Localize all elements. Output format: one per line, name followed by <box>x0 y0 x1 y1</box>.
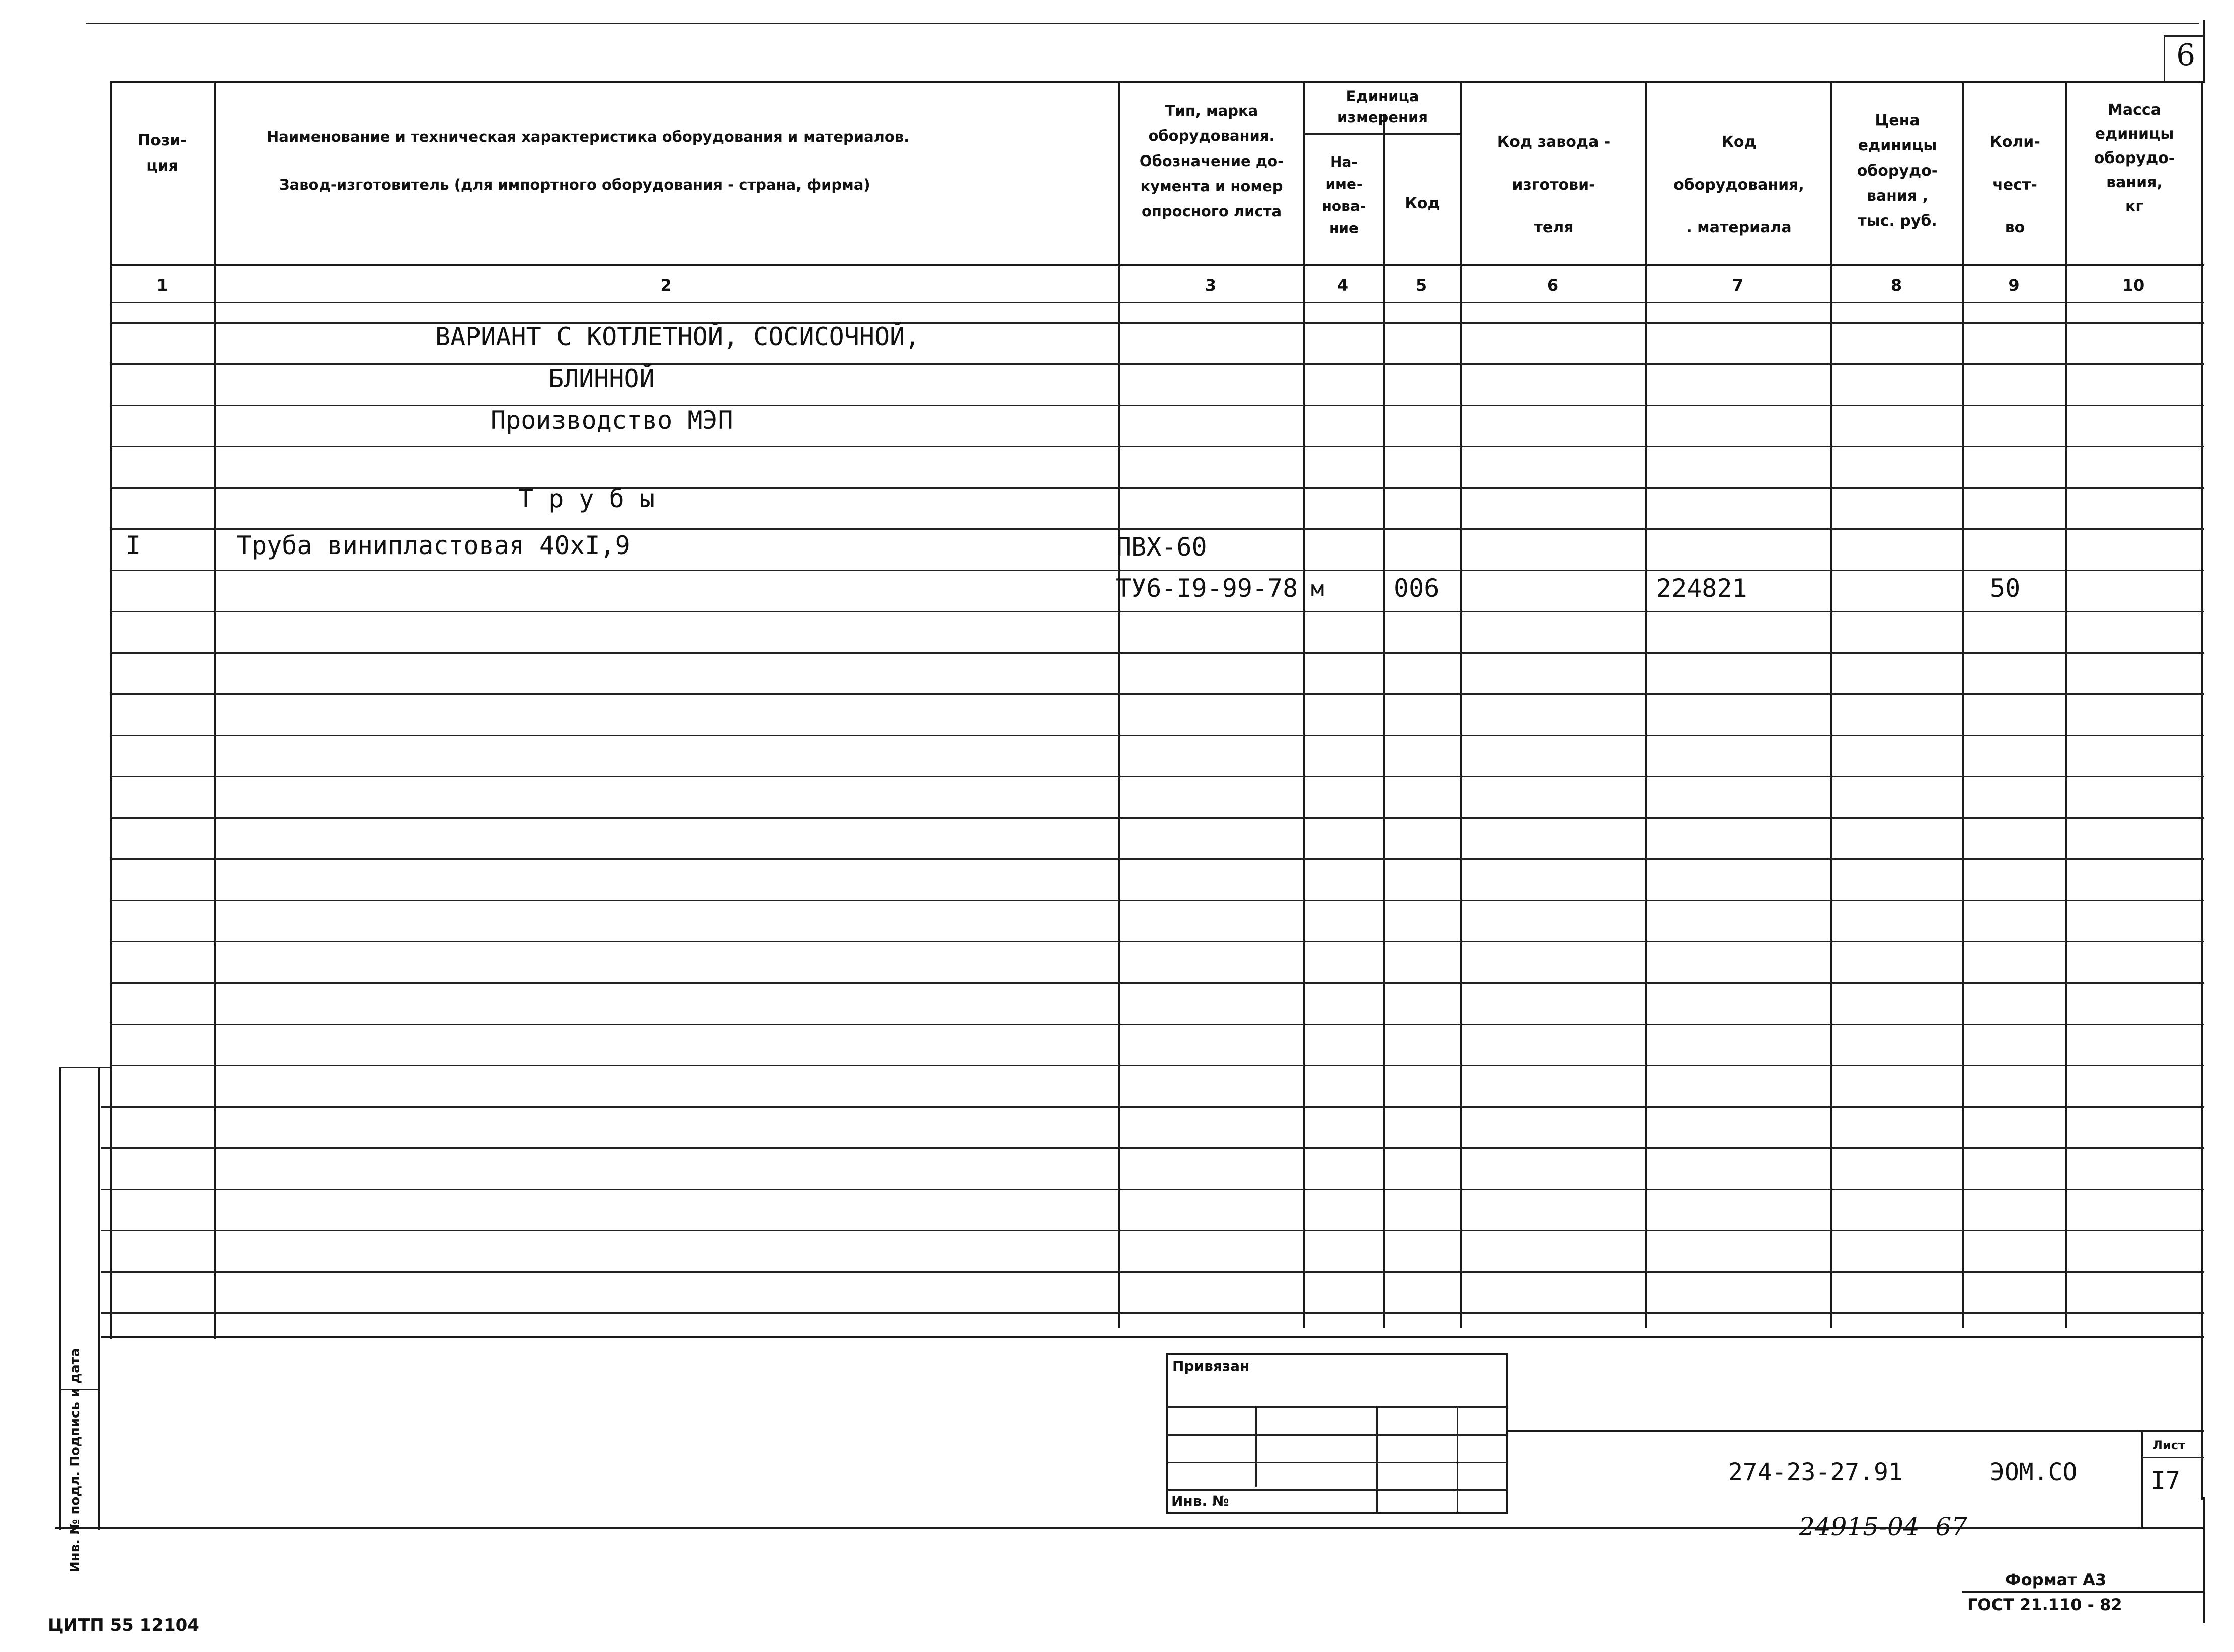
stamp-vline-1 <box>1255 1406 1257 1487</box>
colnum-1: 1 <box>156 276 168 295</box>
header-price: Цена единицы оборудо- вания , тыс. руб. <box>1857 112 1938 230</box>
table-row-line <box>110 941 2204 942</box>
table-row-line <box>110 405 2204 406</box>
colnum-6: 6 <box>1547 276 1559 295</box>
unit-group-divider <box>1303 133 1460 135</box>
colnum-10: 10 <box>2122 276 2145 295</box>
col-line-7 <box>1830 81 1832 1328</box>
header-name-line2: Завод-изготовитель (для импортного оборудования - страна, фирма) <box>279 176 870 193</box>
sheet-box-left <box>2141 1430 2143 1527</box>
colnum-3: 3 <box>1205 276 1217 295</box>
colnum-4: 4 <box>1337 276 1349 295</box>
item1-unit: м <box>1311 576 1324 602</box>
colnum-7: 7 <box>1732 276 1744 295</box>
colnum-8: 8 <box>1890 276 1902 295</box>
item1-type: ПВХ-60 <box>1116 532 1207 562</box>
col-line-3 <box>1303 81 1305 1328</box>
table-row-line <box>110 322 2204 324</box>
col-line-2 <box>1118 81 1120 1328</box>
header-position: Пози- ция <box>138 132 187 175</box>
colnum-bottom-line <box>110 302 2204 303</box>
colnum-9: 9 <box>2008 276 2020 295</box>
stamp-vline-3 <box>1457 1406 1458 1512</box>
side-strip-line <box>59 1067 61 1530</box>
sheet-corner-number: 6 <box>2176 38 2196 73</box>
table-row-line <box>110 528 2204 530</box>
col-line-5 <box>1460 81 1462 1328</box>
col-line-4 <box>1383 116 1385 1328</box>
table-row-line <box>110 982 2204 984</box>
table-row-line <box>101 1106 2204 1108</box>
header-name-line1: Наименование и техническая характеристика оборудования и материалов. <box>267 128 910 145</box>
colnum-5: 5 <box>1415 276 1427 295</box>
handwritten-number: 24915-04 67 <box>1799 1512 1967 1541</box>
item1-material-code: 224821 <box>1656 574 1747 603</box>
table-row-line <box>110 817 2204 819</box>
col-line-8 <box>1962 81 1964 1328</box>
item1-name: Труба винипластовая 40xI,9 <box>236 531 630 560</box>
table-row-line <box>110 858 2204 860</box>
table-top-line <box>110 81 2204 83</box>
sheet-number: I7 <box>2151 1467 2180 1495</box>
section-title: Т р у б ы <box>518 484 655 513</box>
table-row-line <box>110 363 2204 365</box>
title-line-1: ВАРИАНТ С КОТЛЕТНОЙ, СОСИСОЧНОЙ, <box>435 322 920 351</box>
header-quantity: Коли- чест- во <box>1989 133 2040 237</box>
table-row-line <box>101 1312 2204 1314</box>
sheet-box-divider <box>2141 1457 2204 1458</box>
table-row-line <box>110 1065 2204 1066</box>
table-row-line <box>110 652 2204 654</box>
header-type: Тип, марка оборудования. Обозначение до- кумента и номер опросного листа <box>1139 102 1284 220</box>
header-unit-name: На- име- нова- ние <box>1322 153 1366 237</box>
header-equipment-code: Код оборудования, . материала <box>1673 133 1804 237</box>
table-row-line <box>110 446 2204 447</box>
table-row-line <box>110 487 2204 489</box>
table-row-line <box>110 900 2204 901</box>
side-stamp-label: Инв. № подл. Подпись и дата <box>68 1348 83 1572</box>
table-row-line <box>101 1189 2204 1190</box>
table-row-line <box>110 1024 2204 1025</box>
sheet-label: Лист <box>2152 1438 2185 1452</box>
right-tail-line <box>2203 1497 2205 1623</box>
col-line-9 <box>2065 81 2067 1328</box>
col-line-10 <box>2201 81 2203 1500</box>
header-unit-code: Код <box>1405 195 1440 212</box>
stamp-inv-label: Инв. № <box>1171 1492 1229 1509</box>
stamp-vline-2 <box>1376 1406 1378 1512</box>
side-strip-top <box>59 1067 110 1068</box>
titleblock-top-line <box>1508 1430 2204 1432</box>
col-line-0 <box>110 81 112 1339</box>
col-line-1 <box>214 81 216 1339</box>
item1-quantity: 50 <box>1990 574 2021 603</box>
format-line <box>1962 1591 2204 1593</box>
left-margin-line <box>98 1067 100 1530</box>
document-code: 274-23-27.91 <box>1728 1458 1903 1486</box>
item1-document: ТУ6-I9-99-78 <box>1116 574 1298 603</box>
header-unit-group: Единица измерения <box>1337 88 1428 126</box>
stamp-bound-label: Привязан <box>1172 1358 1250 1374</box>
item1-unit-code: 006 <box>1394 574 1440 603</box>
table-bottom-line <box>101 1336 2204 1338</box>
header-mass: Масса единицы оборудо- вания, кг <box>2094 101 2175 215</box>
title-line-3: Производство МЭП <box>491 406 733 435</box>
item1-position: I <box>126 531 141 560</box>
title-line-2: БЛИННОЙ <box>548 364 655 394</box>
table-row-line <box>110 735 2204 736</box>
table-row-line <box>110 611 2204 612</box>
header-bottom-line <box>110 264 2204 266</box>
table-row-line <box>110 776 2204 777</box>
header-factory-code: Код завода - изготови- теля <box>1497 133 1611 237</box>
printer-mark: ЦИТП 55 12104 <box>48 1615 199 1635</box>
table-row-line <box>101 1230 2204 1231</box>
col-line-6 <box>1645 81 1647 1328</box>
gost-label: ГОСТ 21.110 - 82 <box>1967 1595 2122 1614</box>
table-row-line <box>110 693 2204 695</box>
colnum-2: 2 <box>660 276 672 295</box>
table-row-line <box>101 1271 2204 1273</box>
document-suffix: ЭОМ.СО <box>1990 1458 2078 1486</box>
table-row-line <box>110 570 2204 571</box>
table-row-line <box>101 1147 2204 1149</box>
format-label: Формат А3 <box>2005 1570 2107 1589</box>
